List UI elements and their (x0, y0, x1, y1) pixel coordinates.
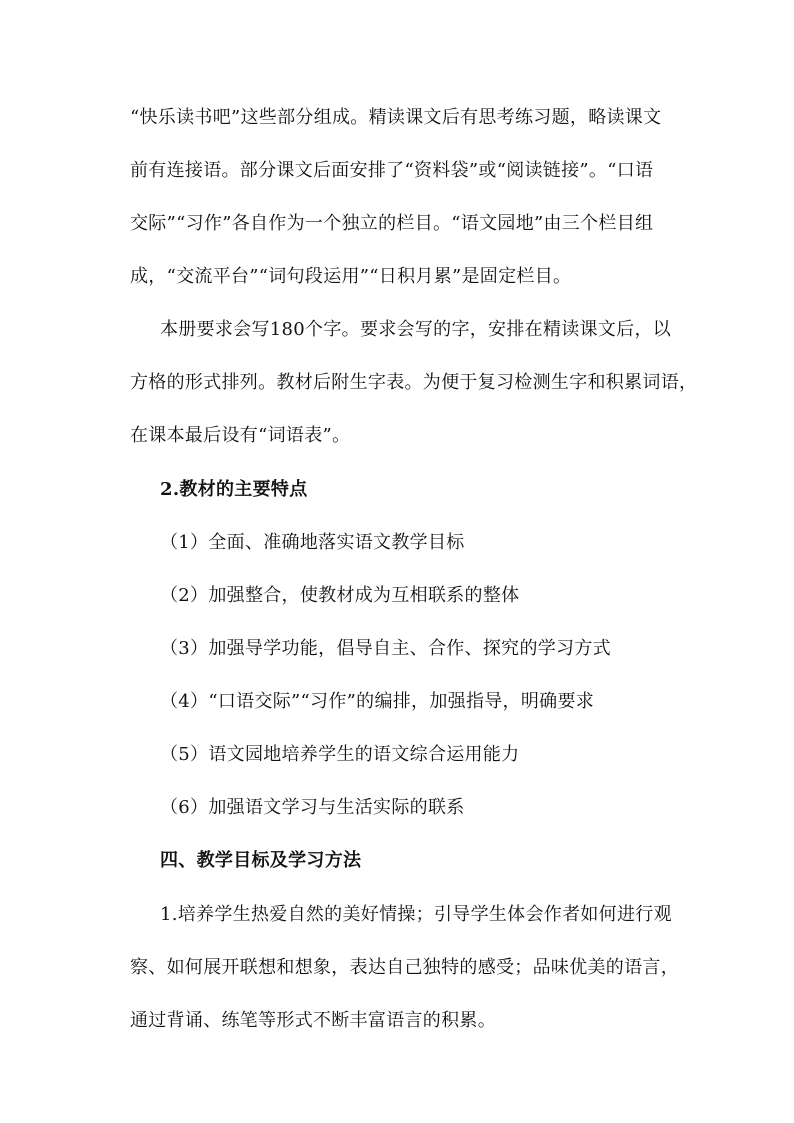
feature-item-6: （6）加强语文学习与生活实际的联系 (160, 797, 465, 818)
paragraph-characters-line-2: 方格的形式排列。教材后附生字表。为便于复习检测生字和积累词语， (130, 372, 698, 393)
section-heading: 四、教学目标及学习方法 (160, 850, 362, 871)
feature-item-4: （4）“口语交际”“习作”的编排，加强指导，明确要求 (160, 691, 595, 712)
paragraph-goal-line-2: 察、如何展开联想和想象，表达自己独特的感受；品味优美的语言， (130, 957, 679, 978)
paragraph-characters-line-3: 在课本最后设有“词语表”。 (130, 425, 351, 446)
feature-item-5: （5）语文园地培养学生的语文综合运用能力 (160, 744, 520, 765)
paragraph-goal-line-3: 通过背诵、练笔等形式不断丰富语言的积累。 (130, 1010, 496, 1031)
paragraph-structure-line-1: “快乐读书吧”这些部分组成。精读课文后有思考练习题，略读课文 (130, 107, 662, 128)
paragraph-goal-line-1: 1.培养学生热爱自然的美好情操；引导学生体会作者如何进行观 (160, 904, 672, 925)
feature-item-2: （2）加强整合，使教材成为互相联系的整体 (160, 585, 520, 606)
paragraph-characters-line-1: 本册要求会写180个字。要求会写的字，安排在精读课文后，以 (160, 319, 672, 340)
paragraph-structure-line-4: 成，“交流平台”“词句段运用”“日积月累”是固定栏目。 (130, 266, 572, 287)
feature-item-1: （1）全面、准确地落实语文教学目标 (160, 532, 465, 553)
paragraph-structure-line-2: 前有连接语。部分课文后面安排了“资料袋”或“阅读链接”。“口语 (130, 160, 654, 181)
feature-item-3: （3）加强导学功能，倡导自主、合作、探究的学习方式 (160, 638, 611, 659)
heading-features: 2.教材的主要特点 (160, 479, 308, 500)
paragraph-structure-line-3: 交际”“习作”各自作为一个独立的栏目。“语文园地”由三个栏目组 (130, 213, 654, 234)
